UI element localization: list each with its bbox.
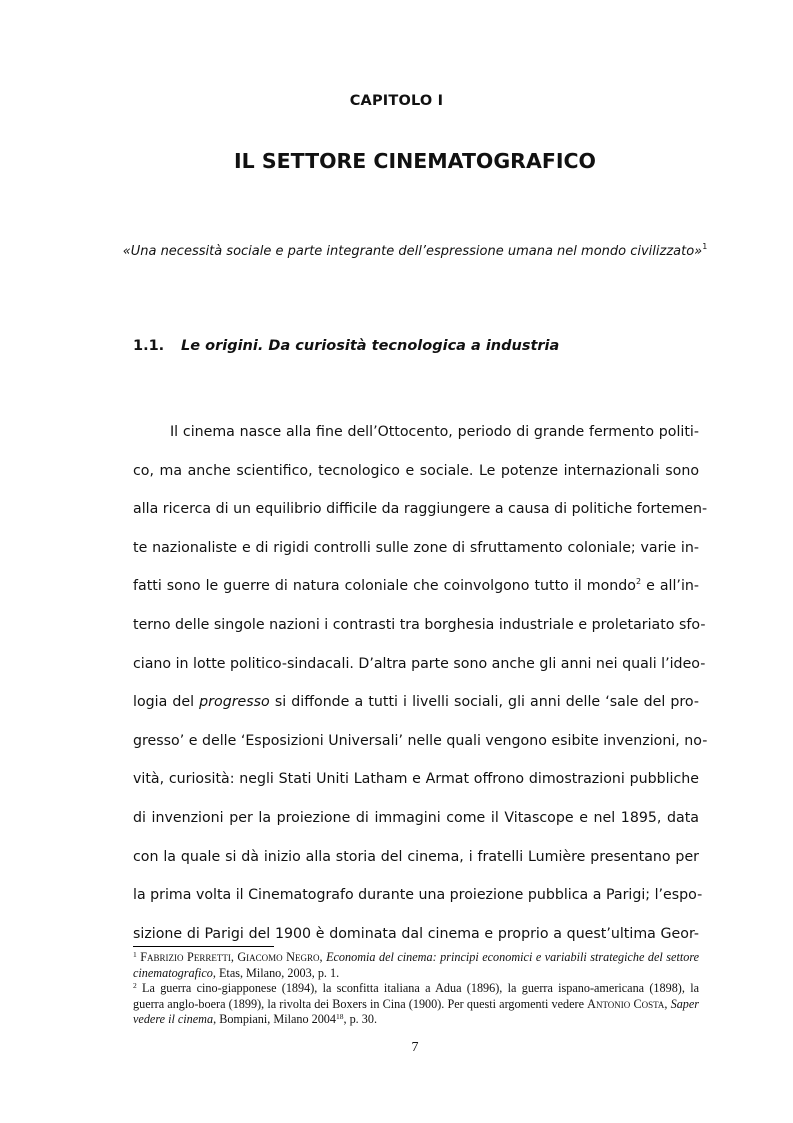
body-line: vità, curiosità: negli Stati Uniti Latham e Armat offrono dimostrazioni pubbliche xyxy=(133,771,699,788)
body-line: ciano in lotte politico-sindacali. D’altra parte sono anche gli anni nei quali l’ideo- xyxy=(133,655,706,672)
edition-superscript: 18 xyxy=(335,1012,344,1021)
body-text-segment: fatti sono le guerre di natura coloniale che coinvolgono tutto il mondo xyxy=(133,578,636,595)
section-number: 1.1. xyxy=(133,338,165,354)
epigraph-text: «Una necessità sociale e parte integrante dell’espressione umana nel mondo civilizzato» xyxy=(122,244,703,259)
body-line: sizione di Parigi del 1900 è dominata dal cinema e proprio a quest’ultima Geor- xyxy=(133,925,699,942)
footnote-title: Economia del cinema: principi economici e variabili strategiche del settore cinematografico xyxy=(133,950,700,980)
body-line: co, ma anche scientifico, tecnologico e sociale. Le potenze internazionali sono xyxy=(133,462,699,479)
footnote-title: Saper vedere il cinema xyxy=(133,996,700,1026)
body-line: la prima volta il Cinematografo durante una proiezione pubblica a Parigi; l’espo- xyxy=(133,887,703,904)
body-text-segment: e all’in- xyxy=(646,578,699,595)
emphasis-progresso: progresso xyxy=(199,694,270,711)
body-text-segment: si diffonde a tutti i livelli sociali, gli anni delle ‘sale del pro- xyxy=(274,694,699,711)
footnote-ref-1[interactable]: 1 xyxy=(702,242,708,251)
footnote-author: Antonio Costa xyxy=(587,996,665,1011)
body-line: gresso’ e delle ‘Esposizioni Universali’ nelle quali vengono esibite invenzioni, no- xyxy=(133,732,708,749)
body-paragraph xyxy=(133,413,708,953)
footnote-separator xyxy=(133,946,274,947)
footnote-text: , Etas, Milano, 2003, p. 1. xyxy=(212,965,340,980)
footnote-text: La guerra cino-giapponese (1894), la sconfitta italiana a Adua (1896), la guerra ispano-americana (1898), la guerra anglo-boera (1899), la rivolta dei Boxers in Cina (1900). Per questi argomenti vedere xyxy=(133,981,699,1011)
footnote-ref-2[interactable]: 2 xyxy=(635,577,642,587)
body-line xyxy=(133,683,699,722)
body-text-segment: logia del xyxy=(133,694,195,711)
footnote-1: $^1$ Fabrizio Perretti, Giacomo Negro, Economia del cinema: principi economici e variabili strategiche del settore cinematografico, Etas, Milano, 2003, p. 1. xyxy=(133,950,700,980)
chapter-title: IL SETTORE CINEMATOGRAFICO xyxy=(234,149,596,173)
footnotes xyxy=(133,950,699,1028)
epigraph xyxy=(95,244,735,259)
body-line: terno delle singole nazioni i contrasti tra borghesia industriale e proletariato sfo- xyxy=(133,616,706,633)
body-line: di invenzioni per la proiezione di immagini come il Vitascope e nel 1895, data xyxy=(133,809,699,826)
page-number: 7 xyxy=(411,1040,419,1055)
footnote-number: 2 xyxy=(133,981,137,990)
footnote-text: , Bompiani, Milano 2004 xyxy=(213,1012,336,1026)
footnote-number: 1 xyxy=(133,950,137,959)
body-line xyxy=(133,567,699,606)
body-line: con la quale si dà inizio alla storia del cinema, i fratelli Lumière presentano per xyxy=(133,848,699,865)
chapter-label: CAPITOLO I xyxy=(349,93,444,109)
body-line: Il cinema nasce alla fine dell’Ottocento, periodo di grande fermento politi- xyxy=(170,424,699,440)
section-heading xyxy=(133,338,559,354)
body-line: te nazionaliste e di rigidi controlli sulle zone di sfruttamento coloniale; varie in- xyxy=(133,539,699,556)
section-title: Le origini. Da curiosità tecnologica a industria xyxy=(181,338,560,354)
footnote-2: $^2$ La guerra cino-giapponese (1894), la sconfitta italiana a Adua (1896), la guerra ispano-americana (1898), la guerra anglo-boera (1899), la rivolta dei Boxers in Cina (1900). Per questi argomenti vedere Antonio Costa, Saper vedere il cinema, Bompiani, Milano 2004$^{18}$, p. 30. xyxy=(133,981,700,1026)
body-line: alla ricerca di un equilibrio difficile da raggiungere a causa di politiche fortemen- xyxy=(133,501,708,518)
footnote-text: , p. 30. xyxy=(343,1012,377,1026)
footnote-author: Fabrizio Perretti, Giacomo Negro xyxy=(140,950,320,964)
